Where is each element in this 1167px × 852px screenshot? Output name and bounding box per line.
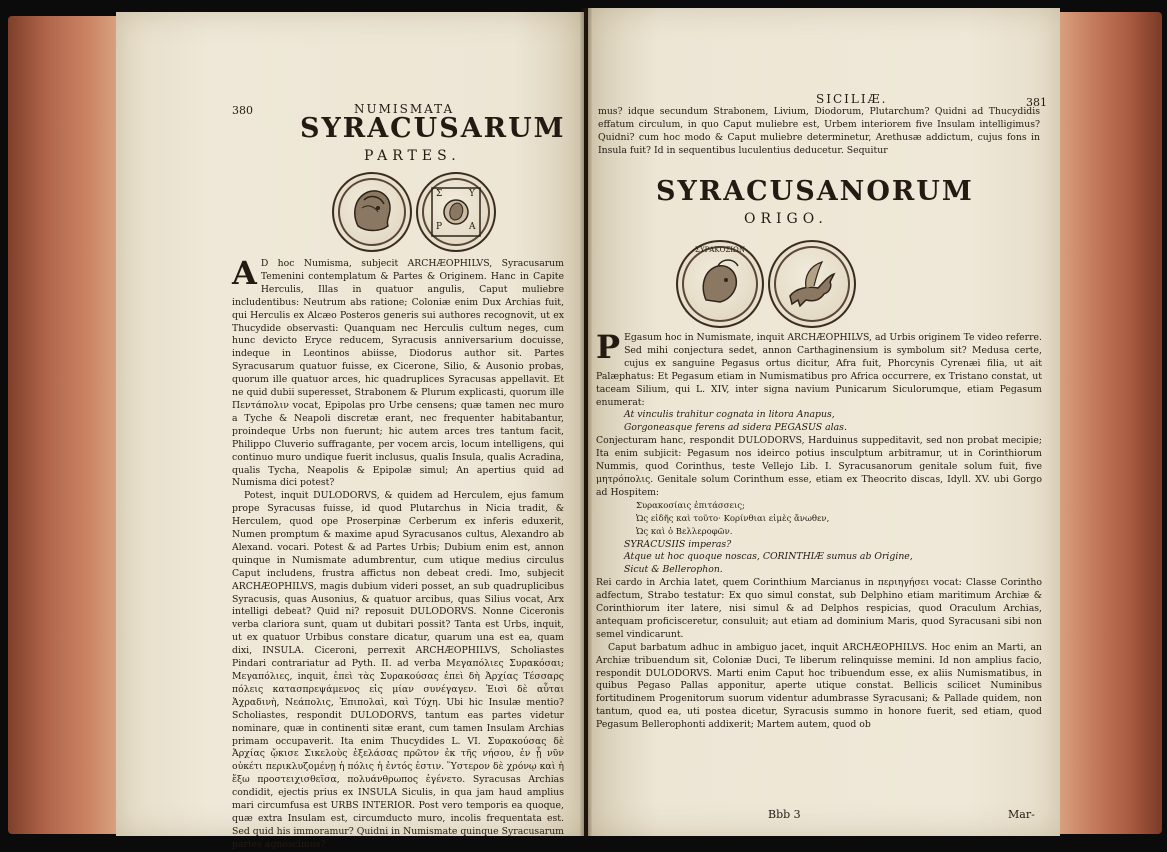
paragraph-right-3: Rei cardo in Archia latet, quem Corinthium Marcianus in περιηγήσει vocat: Classe Corintho adfectum, Strabo testatur: Ex quo simul constat, sub Delphino etiam maritimum Archiæ & Corinthiorum iter latere, nisi simul & ad Delphos respicias, quod Oraculum Archias, antequam proficisceretur, consuluit; aut etiam ad dominium Maris, quod Syracusani sibi non semel vindicarunt. [596,577,1042,640]
coin-hercules-head [332,172,412,252]
title-right: SYRACUSANORUM [656,176,974,207]
catchword: Mar- [1008,808,1035,821]
signature-mark: Bbb 3 [768,808,801,821]
coin-letter-3: Ρ [436,222,443,232]
paragraph-left-1: A D hoc Numisma, subjecit ARCHÆOPHILVS, Syracusarum Temenini contemplatum & Partes & Originem. Hanc in Capite Herculis, Illas in quatuor angulis, Caput muliebre includentibus: Neutrum abs ratione; Coloniæ enim Dux Archias fuit, qui Herculis ex Alcæo Posteros generis sui authores recognovit, ut ex Thucydide observasti: Quanquam nec Herculis cultum neges, cum hunc devicto Eryce reducem, Syracusis anniversarium docuisse, indeque in Leontinos abiisse, Diodorus author sit. Partes Syracusarum quatuor fuisse, ex Cicerone, Silio, & Ausonio probas, quorum ille quatuor arces, hic quadruplices Syracusas appellavit. Et ne quid dubii superesset, Strabonem & Plurum explicasti, quorum ille Πεντάπολιν vocat, Epipolas pro Urbe censens; quæ tamen nec muro a Tyche & Neapoli discretæ erant, nec frequenter habitabantur, proindeque Urbs non fuerunt; hic autem arces tres tantum facit, Philippo Cluverio suffragante, per vocem arcis, locum intelligens, qui continuo muro undique fuerit inclusus, qualis Insula, qualis Acradina, qualis Tycha, Neapolis & Epipolæ simul; An apertius quid ad Numisma dici potest? [232,254,564,489]
left-page [116,12,584,850]
coin-letter-1: Σ [436,189,443,199]
greek-line-1: Συρακοσίαις ἐπιτάσσεις; [636,500,745,511]
coin-letter-4: Α [469,222,476,232]
verse-line-2: Gorgoneasque ferens ad sidera PEGASUS alas. [624,422,847,434]
coin-letter-2: Υ [469,189,475,199]
dropcap-right: P [596,328,621,366]
right-page-edges [1058,12,1162,834]
paragraph-right-4: Caput barbatum adhuc in ambiguo jacet, inquit ARCHÆOPHILVS. Hoc enim an Marti, an Archiæ tribuendum sit, Coloniæ Duci, Te liberum relinquisse memini. Id non amplius facio, respondit DULODORVS. Marti enim Caput hoc tribuendum esse, ex aliis Numismatibus, in quibus Pegaso Pallas apponitur, aperte utique constat. Bellicis scilicet Numinibus fortitudinem Progenitorum suorum videntur adumbrasse Syracusani; & Pallade quidem, non tantum, quod ea, uti postea dicetur, Syracusis summo in honore fuerit, sed etiam, quod Pegasum Bellerophonti addixerit; Martem autem, quod ob [596,641,1042,731]
latin-verse-1: SYRACUSIIS imperas? [624,538,732,550]
paragraph-left-2: Potest, inquit DULODORVS, & quidem ad Herculem, ejus famum prope Syracusas fuisse, id quod Plutarchus in Nicia tradit, & Herculem, quod ope Proserpinæ Cerberum ex inferis eduxerit, Numen promptum & maxime apud Syracusanos cultus, Alexandro ab Alexand. vocari. Potest & ad Partes Urbis; Dubium enim est, annon quinque in Numismate adumbrentur, cum utique medius circulus Caput includens, frustra affictus non debeat credi. Imo, subjecit ARCHÆOPHILVS, magis dubium videri posset, an sub quadruplicibus Syracusis, quas Ausonius, & quatuor arcibus, quas Silius vocat, Arx intelligi debeat? Quid ni? reposuit DULODORVS. Nonne Ciceronis verba clariora sunt, quam ut dubitari possit? Tanta est Urbs, inquit, ut ex quatuor Urbibus constare dicatur, quarum una est ea, quam dixi, INSULA. Ciceroni, perrexit ARCHÆOPHILVS, Scholiastes Pindari contrariatur ad Pyth. II. ad verba Μεγαπόλιες Συρακόσαι; Μεγαπόλιες, inquit, ἐπεὶ τὰς Συρακούσας ἐπεὶ δὴ Ἀρχίας Τέσσαρς πόλεις κατασπρεψάμενος εἰς μίαν συνέγαγεν. Ἐισὶ δὲ αὗται Ἀχραδινὴ, Νεάπολις, Ἐπιπολαὶ, καὶ Τύχη. Ubi hic Insulæ mentio? Scholiastes, respondit DULODORVS, tantum eas partes videtur nominare, quæ in continenti sitæ erant, cum tamen Insulam Archias primam occupaverit. Ita enim Thucydides L. VI. Συρακούσας δὲ Ἀρχίας ᾤκισε Σικελοὺς ἐξελάσας πρῶτον ἐκ τῆς νήσου, ἐν ᾗ νῦν οὐκέτι περικλυζομένῃ ἡ πόλις ἡ ἐντός ἐστιν. Ὕστερον δὲ χρόνῳ καὶ ἡ ἔξω προστειχισθεῖσα, πολυάνθρωπος ἐγένετο. Syracusas Archias condidit, ejectis prius ex INSULA Siculis, in qua jam haud amplius mari circumfusa est URBS INTERIOR. Post vero temporis ea quoque, quæ extra Insulam est, circumducto muro, incolis frequentata est. Sed quid his immoramur? Quidni in Numismate quinque Syracusarum partes agnoscimus? [232,490,564,850]
latin-verse-3: Sicut & Bellerophon. [624,564,723,576]
running-head-right: SICILIÆ. [816,92,888,106]
coin-legend: ΣΥΡΑΚΟΣΙΩΝ [695,246,745,254]
left-page-edges [8,16,118,834]
pegasus-icon [770,242,854,326]
dropcap-left: A [232,254,257,292]
coin-quartered-head [416,172,496,252]
paragraph-right-2: Conjecturam hanc, respondit DULODORVS, Harduinus suppeditavit, sed non probat mecipie; Ita enim subjicit: Pegasum nos ideirco potius insculptum arbitramur, ut in Corinthiorum Nummis, quod Corinthus, teste Vellejo Lib. I. Syracusanorum genitale solum fuit, five μητρόπολις. Genitale solum Corinthum esse, etiam ex Theocrito discas, Idyll. XV. ubi Gorgo ad Hospitem: [596,435,1042,498]
book-gutter [580,8,592,836]
right-intro-text: mus? idque secundum Strabonem, Livium, Diodorum, Plutarchum? Quidni ad Thucydidis effatum circulum, in quo Caput muliebre est, Urbem interiorem five Insulam intelligimus? Quidni? cum hoc modo & Caput muliebre determinetur, Arethusæ addictum, cujus fons in Insula fuit? Id in sequentibus luculentius deducetur. Sequitur [598,106,1040,156]
right-body-text [596,328,1042,802]
subtitle-right: ORIGO. [744,211,828,227]
right-page [588,8,1060,836]
running-head-left: NUMISMATA [354,102,455,116]
coin-pegasus [768,240,856,328]
verse-line-1: At vinculis trahitur cognata in litora Anapus, [624,409,835,421]
hercules-head-icon [334,174,410,250]
latin-verse-2: Atque ut hoc quoque noscas, CORINTHIÆ sumus ab Origine, [624,551,913,563]
quartered-head-icon [418,174,494,250]
coin-pegasus-head [676,240,764,328]
left-body-text [232,254,564,850]
greek-line-3: Ὡς καὶ ὁ Βελλεροφῶν. [636,526,733,537]
title-left: SYRACUSARUM [300,113,566,144]
page-number-left: 380 [232,104,253,117]
paragraph-right-1: P Egasum hoc in Numismate, inquit ARCHÆOPHILVS, ad Urbis originem Te video referre. Sed mihi conjectura sedet, annon Carthaginensium is symbolum sit? Medusa certe, cujus ex sanguine Pegasus ortus dicitur, Afra fuit, Phorcynis Cyrenæi filia, ut ait Palæphatus: Et Pegasum etiam in Numismatibus pro Africa occurrere, ex Tristano constat, ut taceam Silium, qui L. XIV, inter signa navium Punicarum Siculorumque, etiam Pegasum enumerat: [596,328,1042,408]
subtitle-left: PARTES. [364,148,461,164]
helmeted-head-icon [678,242,762,326]
greek-line-2: Ὡς εἰδῆς καὶ τοῦτο· Κορίνθιαι εἰμὲς ἄνωθεν, [636,513,830,524]
page-number-right: 381 [1026,96,1047,109]
